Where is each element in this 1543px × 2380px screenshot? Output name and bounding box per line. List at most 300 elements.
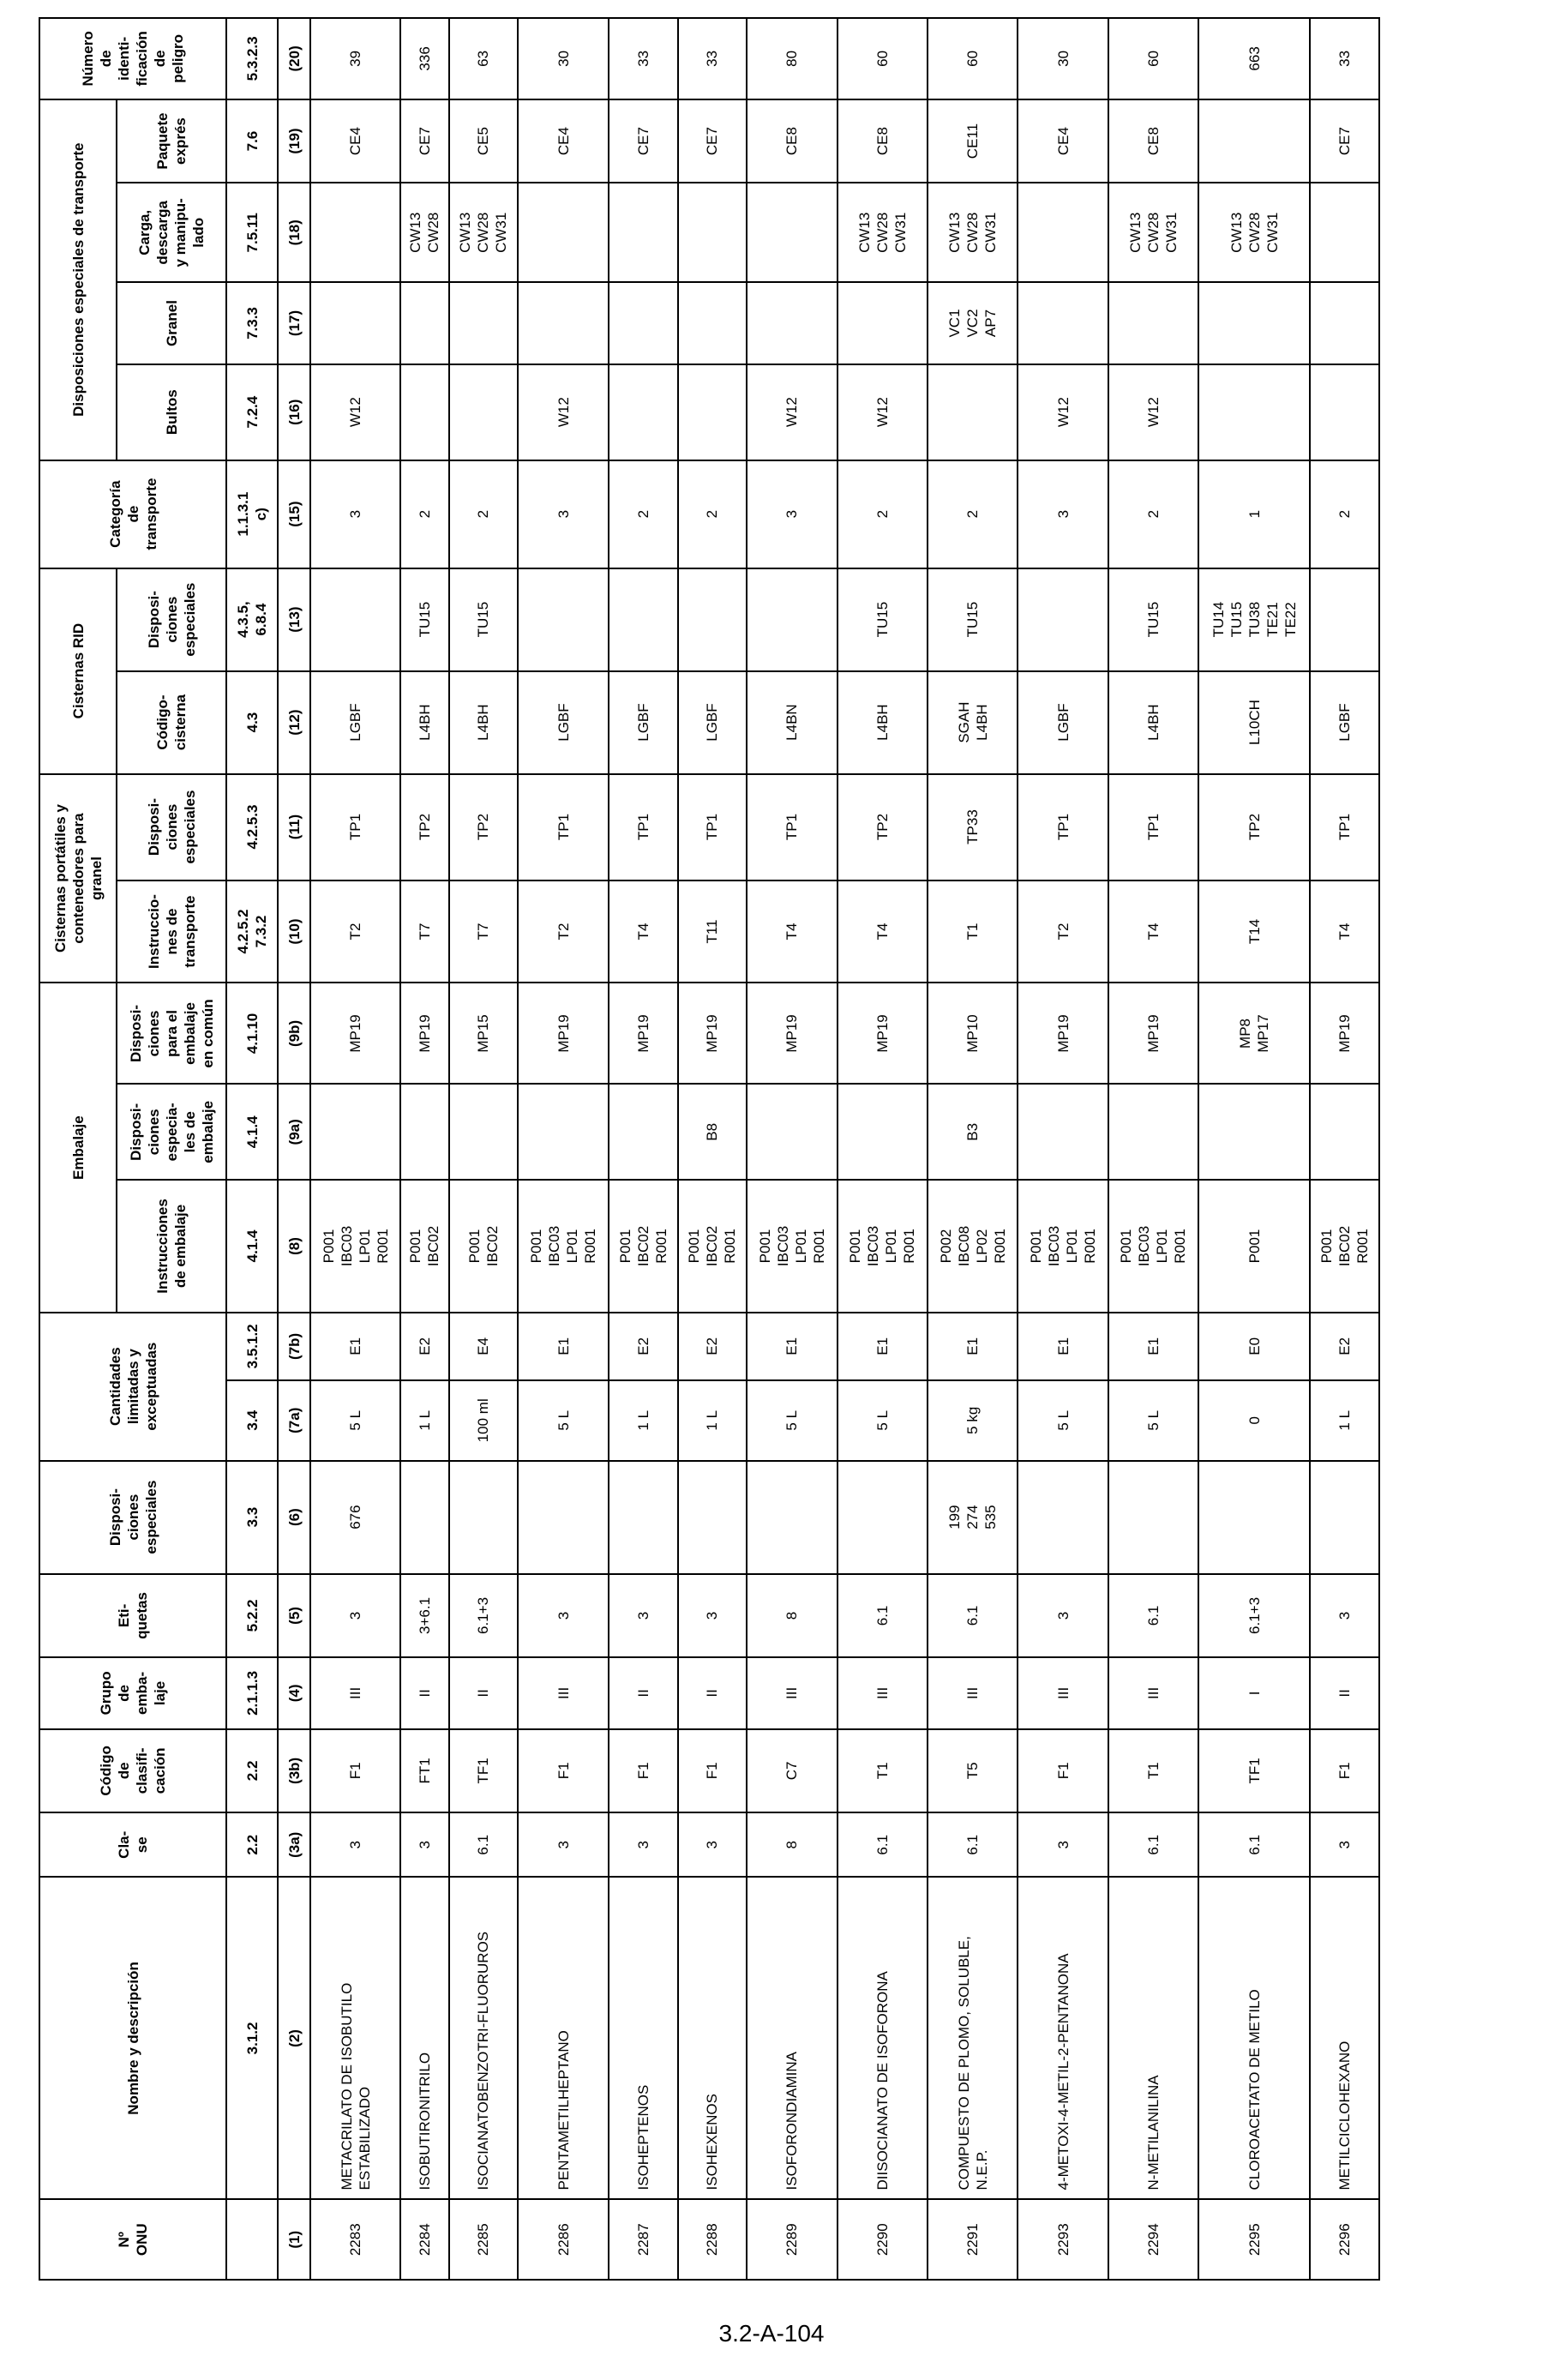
express-parcel-provision-cell: CE8 — [1108, 99, 1198, 183]
reference-cell: 3.1.2 — [226, 1877, 278, 2199]
mixed-packing-provisions-cell: MP19 — [518, 983, 608, 1084]
column-number-cell: (19) — [278, 99, 310, 183]
tank-code-cell: L4BH — [400, 671, 448, 774]
express-parcel-provision-cell: CE7 — [1310, 99, 1379, 183]
excepted-quantity-cell: E1 — [518, 1313, 608, 1380]
class-cell: 6.1 — [1198, 1812, 1310, 1877]
loading-provision-cell: CW13 CW28 CW31 — [928, 183, 1018, 282]
header-loading-handling: Carga, descarga y manipu- lado — [117, 183, 226, 282]
classification-code-cell: T5 — [928, 1729, 1018, 1813]
packing-group-cell: II — [449, 1657, 519, 1728]
column-number-cell: (7b) — [278, 1313, 310, 1380]
class-cell: 3 — [1018, 1812, 1108, 1877]
loading-provision-cell — [518, 183, 608, 282]
tank-special-provisions-cell: TP1 — [1310, 774, 1379, 880]
labels-cell: 3 — [609, 1574, 678, 1658]
reference-cell: 3.5.1.2 — [226, 1313, 278, 1380]
reference-cell: 1.1.3.1 c) — [226, 460, 278, 568]
tank-special-provisions-cell: TP1 — [518, 774, 608, 880]
excepted-quantity-cell: E1 — [310, 1313, 400, 1380]
mixed-packing-provisions-cell: MP19 — [310, 983, 400, 1084]
page-number: 3.2-A-104 — [718, 2320, 825, 2347]
transport-category-cell: 2 — [1108, 460, 1198, 568]
tank-code-cell: LGBF — [518, 671, 608, 774]
excepted-quantity-cell: E1 — [928, 1313, 1018, 1380]
loading-provision-cell: CW13 CW28 — [400, 183, 448, 282]
packages-provision-cell — [678, 364, 747, 460]
table-row — [1018, 18, 1108, 2280]
rid-special-provisions-cell: TU14 TU15 TU38 TE21 TE22 — [1198, 568, 1310, 671]
packing-group-cell: III — [838, 1657, 928, 1728]
substance-name-cell: ISOBUTIRONITRILO — [400, 1877, 448, 2199]
limited-quantity-cell: 5 L — [838, 1380, 928, 1461]
mixed-packing-provisions-cell: MP19 — [1018, 983, 1108, 1084]
hazard-number-cell: 60 — [928, 18, 1018, 99]
limited-quantity-cell: 5 L — [1018, 1380, 1108, 1461]
transport-category-cell: 1 — [1198, 460, 1310, 568]
tank-code-cell: LGBF — [1310, 671, 1379, 774]
loading-provision-cell — [747, 183, 837, 282]
tank-special-provisions-cell: TP2 — [400, 774, 448, 880]
loading-provision-cell — [1310, 183, 1379, 282]
hazard-number-cell: 30 — [1018, 18, 1108, 99]
express-parcel-provision-cell: CE8 — [838, 99, 928, 183]
un-number-cell: 2294 — [1108, 2199, 1198, 2280]
header-mixed-packing-provisions: Disposi- ciones para el embalaje en común — [117, 983, 226, 1084]
mixed-packing-provisions-cell: MP19 — [609, 983, 678, 1084]
bulk-provision-cell — [1018, 282, 1108, 364]
packages-provision-cell — [400, 364, 448, 460]
table-row — [838, 18, 928, 2280]
express-parcel-provision-cell: CE11 — [928, 99, 1018, 183]
express-parcel-provision-cell: CE4 — [1018, 99, 1108, 183]
packing-group-cell: III — [928, 1657, 1018, 1728]
limited-quantity-cell: 100 ml — [449, 1380, 519, 1461]
rid-special-provisions-cell — [1310, 568, 1379, 671]
reference-cell: 4.2.5.2 7.3.2 — [226, 880, 278, 983]
limited-quantity-cell: 5 L — [747, 1380, 837, 1461]
labels-cell: 3 — [310, 1574, 400, 1658]
substance-name-cell: ISOFORONDIAMINA — [747, 1877, 837, 2199]
special-packing-provisions-cell — [449, 1084, 519, 1180]
un-number-cell: 2286 — [518, 2199, 608, 2280]
reference-cell: 4.1.4 — [226, 1084, 278, 1180]
labels-cell: 6.1+3 — [1198, 1574, 1310, 1658]
mixed-packing-provisions-cell: MP19 — [1108, 983, 1198, 1084]
header-hazard-number: Número de identi- ficación de peligro — [39, 18, 226, 99]
tank-instructions-cell: T1 — [928, 880, 1018, 983]
special-packing-provisions-cell — [518, 1084, 608, 1180]
class-cell: 3 — [400, 1812, 448, 1877]
tank-special-provisions-cell: TP1 — [1108, 774, 1198, 880]
rotated-table-container — [39, 17, 1380, 2281]
transport-category-cell: 2 — [400, 460, 448, 568]
tank-instructions-cell: T2 — [1018, 880, 1108, 983]
rid-special-provisions-cell: TU15 — [400, 568, 448, 671]
substance-name-cell: 4-METOXI-4-METIL-2-PENTANONA — [1018, 1877, 1108, 2199]
bulk-provision-cell — [449, 282, 519, 364]
column-number-cell: (2) — [278, 1877, 310, 2199]
labels-cell: 8 — [747, 1574, 837, 1658]
header-packages: Bultos — [117, 364, 226, 460]
un-number-cell: 2288 — [678, 2199, 747, 2280]
rid-special-provisions-cell: TU15 — [928, 568, 1018, 671]
header-classification-code: Código de clasifi- cación — [39, 1729, 226, 1813]
tank-instructions-cell: T7 — [400, 880, 448, 983]
class-cell: 3 — [518, 1812, 608, 1877]
excepted-quantity-cell: E0 — [1198, 1313, 1310, 1380]
header-class: Cla- se — [39, 1812, 226, 1877]
column-number-cell: (5) — [278, 1574, 310, 1658]
column-number-cell: (15) — [278, 460, 310, 568]
labels-cell: 6.1 — [1108, 1574, 1198, 1658]
loading-provision-cell: CW13 CW28 CW31 — [1108, 183, 1198, 282]
un-number-cell: 2289 — [747, 2199, 837, 2280]
labels-cell: 3 — [678, 1574, 747, 1658]
transport-category-cell: 3 — [747, 460, 837, 568]
class-cell: 6.1 — [449, 1812, 519, 1877]
class-cell: 6.1 — [928, 1812, 1018, 1877]
reference-cell: 4.1.4 — [226, 1180, 278, 1313]
header-name: Nombre y descripción — [39, 1877, 226, 2199]
tank-instructions-cell: T7 — [449, 880, 519, 983]
reference-cell: 2.1.1.3 — [226, 1657, 278, 1728]
substance-name-cell: CLOROACETATO DE METILO — [1198, 1877, 1310, 2199]
tank-special-provisions-cell: TP2 — [838, 774, 928, 880]
header-labels: Eti- quetas — [39, 1574, 226, 1658]
packing-instructions-cell: P001 — [1198, 1180, 1310, 1313]
rid-special-provisions-cell — [518, 568, 608, 671]
packages-provision-cell: W12 — [518, 364, 608, 460]
classification-code-cell: F1 — [1018, 1729, 1108, 1813]
column-number-cell: (7a) — [278, 1380, 310, 1461]
un-number-cell: 2290 — [838, 2199, 928, 2280]
column-number-cell: (8) — [278, 1180, 310, 1313]
class-cell: 3 — [310, 1812, 400, 1877]
tank-instructions-cell: T2 — [518, 880, 608, 983]
tank-special-provisions-cell: TP1 — [609, 774, 678, 880]
header-packing-instructions: Instrucciones de embalaje — [117, 1180, 226, 1313]
special-provisions-cell: 676 — [310, 1461, 400, 1574]
reference-cell: 2.2 — [226, 1812, 278, 1877]
excepted-quantity-cell: E1 — [747, 1313, 837, 1380]
header-rid-tanks: Cisternas RID — [39, 568, 117, 774]
tank-code-cell: LGBF — [1018, 671, 1108, 774]
special-provisions-cell — [518, 1461, 608, 1574]
rid-special-provisions-cell — [678, 568, 747, 671]
table-row — [400, 18, 448, 2280]
special-packing-provisions-cell — [310, 1084, 400, 1180]
tank-code-cell: LGBF — [678, 671, 747, 774]
reference-cell: 7.6 — [226, 99, 278, 183]
express-parcel-provision-cell: CE7 — [678, 99, 747, 183]
tank-special-provisions-cell: TP2 — [449, 774, 519, 880]
reference-cell: 4.3.5, 6.8.4 — [226, 568, 278, 671]
tank-instructions-cell: T4 — [1310, 880, 1379, 983]
excepted-quantity-cell: E2 — [400, 1313, 448, 1380]
packages-provision-cell — [928, 364, 1018, 460]
bulk-provision-cell — [609, 282, 678, 364]
mixed-packing-provisions-cell: MP19 — [400, 983, 448, 1084]
packing-group-cell: II — [678, 1657, 747, 1728]
bulk-provision-cell — [518, 282, 608, 364]
packing-instructions-cell: P001 IBC03 LP01 R001 — [518, 1180, 608, 1313]
tank-code-cell: L4BH — [1108, 671, 1198, 774]
tank-instructions-cell: T4 — [838, 880, 928, 983]
mixed-packing-provisions-cell: MP19 — [747, 983, 837, 1084]
header-portable-tanks: Cisternas portátiles y contenedores para granel — [39, 774, 117, 983]
bulk-provision-cell — [310, 282, 400, 364]
packing-group-cell: II — [1310, 1657, 1379, 1728]
loading-provision-cell: CW13 CW28 CW31 — [449, 183, 519, 282]
limited-quantity-cell: 1 L — [1310, 1380, 1379, 1461]
hazard-number-cell: 336 — [400, 18, 448, 99]
table-row — [928, 18, 1018, 2280]
tank-instructions-cell: T2 — [310, 880, 400, 983]
header-packaging: Embalaje — [39, 983, 117, 1312]
excepted-quantity-cell: E1 — [1108, 1313, 1198, 1380]
tank-code-cell: L4BH — [449, 671, 519, 774]
classification-code-cell: C7 — [747, 1729, 837, 1813]
substance-name-cell: ISOCIANATOBENZOTRI-FLUORUROS — [449, 1877, 519, 2199]
header-special-packing-provisions: Disposi- ciones especia- les de embalaje — [117, 1084, 226, 1180]
substance-name-cell: N-METILANILINA — [1108, 1877, 1198, 2199]
classification-code-cell: FT1 — [400, 1729, 448, 1813]
hazard-number-cell: 663 — [1198, 18, 1310, 99]
substance-name-cell: DIISOCIANATO DE ISOFORONA — [838, 1877, 928, 2199]
loading-provision-cell: CW13 CW28 CW31 — [838, 183, 928, 282]
header-tank-special-provisions: Disposi- ciones especiales — [117, 774, 226, 880]
bulk-provision-cell: VC1 VC2 AP7 — [928, 282, 1018, 364]
un-number-cell: 2291 — [928, 2199, 1018, 2280]
tank-special-provisions-cell: TP1 — [310, 774, 400, 880]
tank-instructions-cell: T4 — [1108, 880, 1198, 983]
transport-category-cell: 2 — [678, 460, 747, 568]
packing-group-cell: I — [1198, 1657, 1310, 1728]
special-packing-provisions-cell — [1108, 1084, 1198, 1180]
substance-name-cell: ISOHEXENOS — [678, 1877, 747, 2199]
header-limited-quantities: Cantidades limitadas y exceptuadas — [39, 1313, 226, 1461]
special-provisions-cell — [1018, 1461, 1108, 1574]
mixed-packing-provisions-cell: MP19 — [1310, 983, 1379, 1084]
class-cell: 3 — [678, 1812, 747, 1877]
column-number-cell: (1) — [278, 2199, 310, 2280]
packages-provision-cell — [1198, 364, 1310, 460]
reference-cell: 7.3.3 — [226, 282, 278, 364]
special-packing-provisions-cell: B3 — [928, 1084, 1018, 1180]
class-cell: 6.1 — [838, 1812, 928, 1877]
special-provisions-cell — [449, 1461, 519, 1574]
packages-provision-cell: W12 — [310, 364, 400, 460]
header-un-number: Nº ONU — [39, 2199, 226, 2280]
reference-row — [226, 18, 278, 2280]
substance-name-cell: ISOHEPTENOS — [609, 1877, 678, 2199]
hazard-number-cell: 30 — [518, 18, 608, 99]
packing-group-cell: II — [609, 1657, 678, 1728]
packing-instructions-cell: P001 IBC03 LP01 R001 — [1108, 1180, 1198, 1313]
mixed-packing-provisions-cell: MP10 — [928, 983, 1018, 1084]
packages-provision-cell — [449, 364, 519, 460]
loading-provision-cell — [1018, 183, 1108, 282]
express-parcel-provision-cell: CE4 — [518, 99, 608, 183]
packages-provision-cell: W12 — [747, 364, 837, 460]
column-number-cell: (16) — [278, 364, 310, 460]
bulk-provision-cell — [1310, 282, 1379, 364]
substance-name-cell: COMPUESTO DE PLOMO, SOLUBLE, N.E.P. — [928, 1877, 1018, 2199]
column-number-cell: (20) — [278, 18, 310, 99]
un-number-cell: 2287 — [609, 2199, 678, 2280]
hazard-number-cell: 63 — [449, 18, 519, 99]
limited-quantity-cell: 5 L — [1108, 1380, 1198, 1461]
packages-provision-cell: W12 — [838, 364, 928, 460]
packing-group-cell: III — [518, 1657, 608, 1728]
limited-quantity-cell: 5 L — [518, 1380, 608, 1461]
header-transport-category: Categoría de transporte — [39, 460, 226, 568]
special-packing-provisions-cell — [1310, 1084, 1379, 1180]
packing-instructions-cell: P001 IBC02 R001 — [678, 1180, 747, 1313]
packing-group-cell: III — [1018, 1657, 1108, 1728]
special-provisions-cell — [1108, 1461, 1198, 1574]
labels-cell: 6.1+3 — [449, 1574, 519, 1658]
hazard-number-cell: 80 — [747, 18, 837, 99]
excepted-quantity-cell: E1 — [1018, 1313, 1108, 1380]
column-number-cell: (10) — [278, 880, 310, 983]
packing-instructions-cell: P001 IBC02 — [400, 1180, 448, 1313]
transport-category-cell: 2 — [449, 460, 519, 568]
reference-cell: 7.2.4 — [226, 364, 278, 460]
express-parcel-provision-cell: CE7 — [609, 99, 678, 183]
excepted-quantity-cell: E1 — [838, 1313, 928, 1380]
tank-instructions-cell: T4 — [747, 880, 837, 983]
tank-instructions-cell: T4 — [609, 880, 678, 983]
hazard-number-cell: 33 — [678, 18, 747, 99]
rid-special-provisions-cell — [747, 568, 837, 671]
table-row — [1310, 18, 1379, 2280]
labels-cell: 3+6.1 — [400, 1574, 448, 1658]
packing-instructions-cell: P001 IBC03 LP01 R001 — [310, 1180, 400, 1313]
column-number-cell: (13) — [278, 568, 310, 671]
column-number-cell: (3b) — [278, 1729, 310, 1813]
excepted-quantity-cell: E2 — [609, 1313, 678, 1380]
header-tank-instructions: Instruccio- nes de transporte — [117, 880, 226, 983]
header-tank-code: Código- cisterna — [117, 671, 226, 774]
reference-cell: 2.2 — [226, 1729, 278, 1813]
column-number-cell: (3a) — [278, 1812, 310, 1877]
special-provisions-cell — [609, 1461, 678, 1574]
classification-code-cell: T1 — [838, 1729, 928, 1813]
tank-special-provisions-cell: TP2 — [1198, 774, 1310, 880]
un-number-cell: 2284 — [400, 2199, 448, 2280]
header-express-parcel: Paquete exprés — [117, 99, 226, 183]
bulk-provision-cell — [1198, 282, 1310, 364]
special-provisions-cell — [838, 1461, 928, 1574]
hazard-number-cell: 33 — [609, 18, 678, 99]
loading-provision-cell — [310, 183, 400, 282]
reference-cell: 5.3.2.3 — [226, 18, 278, 99]
mixed-packing-provisions-cell: MP8 MP17 — [1198, 983, 1310, 1084]
table-row — [609, 18, 678, 2280]
express-parcel-provision-cell: CE4 — [310, 99, 400, 183]
substance-name-cell: METACRILATO DE ISOBUTILO ESTABILIZADO — [310, 1877, 400, 2199]
tank-special-provisions-cell: TP1 — [678, 774, 747, 880]
header-special-provisions: Disposi- ciones especiales — [39, 1461, 226, 1574]
classification-code-cell: F1 — [1310, 1729, 1379, 1813]
rid-special-provisions-cell: TU15 — [838, 568, 928, 671]
hazard-number-cell: 60 — [1108, 18, 1198, 99]
reference-cell: 4.1.10 — [226, 983, 278, 1084]
rid-special-provisions-cell: TU15 — [1108, 568, 1198, 671]
class-cell: 6.1 — [1108, 1812, 1198, 1877]
bulk-provision-cell — [747, 282, 837, 364]
packages-provision-cell — [609, 364, 678, 460]
header-bulk: Granel — [117, 282, 226, 364]
reference-cell: 4.3 — [226, 671, 278, 774]
special-provisions-cell — [400, 1461, 448, 1574]
hazard-number-cell: 39 — [310, 18, 400, 99]
table-row — [449, 18, 519, 2280]
column-number-row — [278, 18, 310, 2280]
labels-cell: 3 — [1018, 1574, 1108, 1658]
tank-code-cell: L4BH — [838, 671, 928, 774]
column-number-cell: (9a) — [278, 1084, 310, 1180]
special-provisions-cell — [1310, 1461, 1379, 1574]
packing-instructions-cell: P001 IBC03 LP01 R001 — [1018, 1180, 1108, 1313]
tank-code-cell: L10CH — [1198, 671, 1310, 774]
limited-quantity-cell: 1 L — [609, 1380, 678, 1461]
column-number-cell: (18) — [278, 183, 310, 282]
transport-category-cell: 2 — [1310, 460, 1379, 568]
limited-quantity-cell: 5 L — [310, 1380, 400, 1461]
special-packing-provisions-cell — [1018, 1084, 1108, 1180]
limited-quantity-cell: 0 — [1198, 1380, 1310, 1461]
packing-instructions-cell: P002 IBC08 LP02 R001 — [928, 1180, 1018, 1313]
packing-group-cell: II — [400, 1657, 448, 1728]
limited-quantity-cell: 1 L — [400, 1380, 448, 1461]
excepted-quantity-cell: E2 — [1310, 1313, 1379, 1380]
reference-cell: 5.2.2 — [226, 1574, 278, 1658]
special-packing-provisions-cell — [1198, 1084, 1310, 1180]
classification-code-cell: T1 — [1108, 1729, 1198, 1813]
dangerous-goods-table — [39, 17, 1380, 2281]
packing-group-cell: III — [1108, 1657, 1198, 1728]
rid-special-provisions-cell — [609, 568, 678, 671]
tank-special-provisions-cell: TP1 — [1018, 774, 1108, 880]
table-row — [310, 18, 400, 2280]
special-packing-provisions-cell: B8 — [678, 1084, 747, 1180]
loading-provision-cell — [678, 183, 747, 282]
packing-instructions-cell: P001 IBC02 R001 — [609, 1180, 678, 1313]
table-body — [310, 18, 1379, 2280]
reference-cell: 4.2.5.3 — [226, 774, 278, 880]
un-number-cell: 2293 — [1018, 2199, 1108, 2280]
column-number-cell: (17) — [278, 282, 310, 364]
class-cell: 3 — [1310, 1812, 1379, 1877]
packing-instructions-cell: P001 IBC02 — [449, 1180, 519, 1313]
bulk-provision-cell — [400, 282, 448, 364]
labels-cell: 3 — [518, 1574, 608, 1658]
express-parcel-provision-cell: CE5 — [449, 99, 519, 183]
reference-cell: 3.4 — [226, 1380, 278, 1461]
header-rid-special-provisions: Disposi- ciones especiales — [117, 568, 226, 671]
tank-special-provisions-cell: TP33 — [928, 774, 1018, 880]
mixed-packing-provisions-cell: MP19 — [838, 983, 928, 1084]
classification-code-cell: F1 — [518, 1729, 608, 1813]
rid-special-provisions-cell — [310, 568, 400, 671]
special-provisions-cell: 199 274 535 — [928, 1461, 1018, 1574]
table-row — [678, 18, 747, 2280]
header-special-transport-provisions: Disposiciones especiales de transporte — [39, 99, 117, 460]
classification-code-cell: F1 — [678, 1729, 747, 1813]
